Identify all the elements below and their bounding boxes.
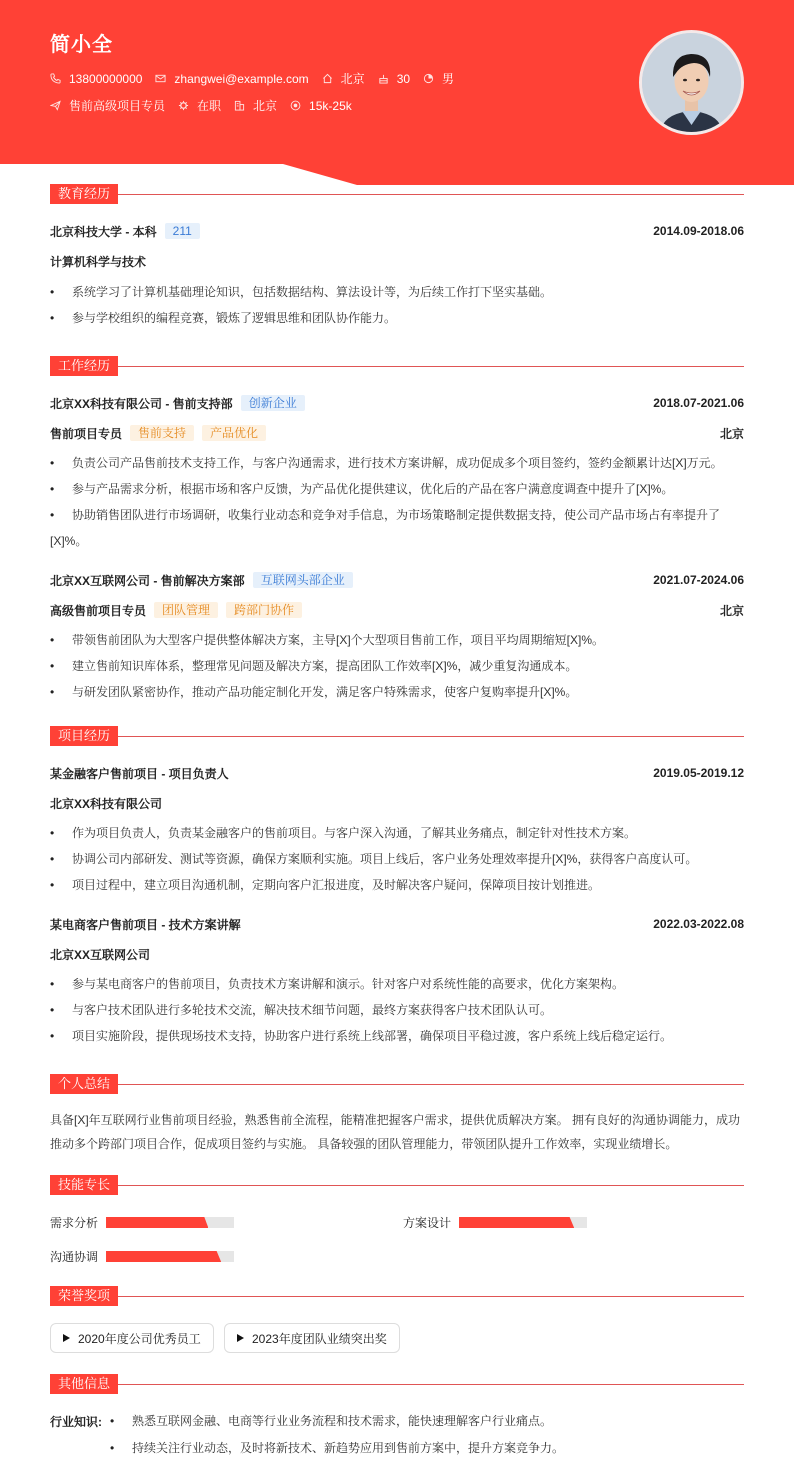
list-item: • 参与学校组织的编程竞赛，锻炼了逻辑思维和团队协作能力。 (50, 305, 744, 331)
education-section (50, 184, 744, 331)
section-title-label: 教育经历 (50, 184, 118, 204)
section-divider (118, 366, 744, 367)
award-item (224, 1323, 400, 1353)
triangle-right-icon (237, 1334, 244, 1342)
role-tag: 团队管理 (154, 602, 218, 618)
section-divider (118, 194, 744, 195)
project-header-row (50, 765, 744, 781)
status-icon (178, 100, 189, 111)
job-intent-row (50, 97, 365, 114)
email-item (155, 72, 308, 86)
email-text: zhangwei@example.com (174, 71, 309, 86)
skills-section (50, 1175, 744, 1195)
job-role: 高级售前项目专员 (50, 603, 147, 618)
skill-bar-fill (106, 1251, 221, 1262)
job-bullets (50, 627, 744, 705)
project-name: 某电商客户售前项目 - 技术方案讲解 (50, 917, 241, 932)
section-title (50, 726, 744, 746)
project-company: 北京XX科技有限公司 (50, 796, 163, 811)
list-item: • 持续关注行业动态，及时将新技术、新趋势应用到售前方案中，提升方案竞争力。 (110, 1435, 564, 1462)
major-row (50, 253, 744, 269)
job-header-row (50, 395, 744, 411)
education-date: 2014.09-2018.06 (653, 224, 744, 238)
project-date: 2022.03-2022.08 (653, 917, 744, 931)
list-item: • 协调公司内部研发、测试等资源，确保方案顺利实施。项目上线后，客户业务处理效率提升[X]%，获得客户高度认可。 (50, 846, 744, 872)
list-item: • 带领售前团队为大型客户提供整体解决方案，主导[X]个大型项目售前工作，项目平均周期缩短[X]%。 (50, 627, 744, 653)
skill-name: 需求分析 (50, 1216, 99, 1230)
job-role-row (50, 425, 744, 441)
section-title (50, 1374, 744, 1394)
skill-name: 方案设计 (403, 1216, 452, 1230)
project-date: 2019.05-2019.12 (653, 766, 744, 780)
skill-item (50, 1248, 234, 1265)
award-item (50, 1323, 214, 1353)
section-title (50, 1286, 744, 1306)
job-date: 2018.07-2021.06 (653, 396, 744, 410)
section-divider (118, 1296, 744, 1297)
industry-knowledge (50, 1410, 564, 1462)
section-divider (118, 1084, 744, 1085)
building-icon (234, 100, 245, 111)
gender-icon (423, 73, 434, 84)
salary-text: 15k-25k (309, 98, 352, 113)
salary-icon (290, 100, 301, 111)
section-title-label: 个人总结 (50, 1074, 118, 1094)
candidate-name: 简小全 (50, 34, 113, 56)
award-label: 2020年度公司优秀员工 (78, 1331, 201, 1346)
city-item (322, 70, 365, 87)
list-item: • 系统学习了计算机基础理论知识，包括数据结构、算法设计等，为后续工作打下坚实基础。 (50, 279, 744, 305)
work-city-text: 北京 (253, 99, 278, 113)
skill-bar (106, 1217, 234, 1228)
work-city-item (234, 97, 277, 114)
job-header-row (50, 572, 744, 588)
list-item: • 参与产品需求分析，根据市场和客户反馈，为产品优化提供建议，优化后的产品在客户满意度调查中提升了[X]%。 (50, 476, 744, 502)
company-name: 北京XX科技有限公司 - 售前支持部 (50, 396, 233, 411)
project-company-row (50, 795, 744, 811)
company-tag: 互联网头部企业 (253, 572, 353, 588)
position-text: 售前高级项目专员 (69, 99, 166, 113)
gender-text: 男 (442, 72, 455, 86)
list-item: • 参与某电商客户的售前项目，负责技术方案讲解和演示。针对客户对系统性能的高要求，优化方案架构。 (50, 971, 744, 997)
job-location: 北京 (719, 426, 744, 441)
education-bullets (50, 279, 744, 331)
skill-bar-fill (106, 1217, 208, 1228)
contact-row (50, 70, 467, 87)
salary-item (290, 99, 352, 113)
skill-bar (459, 1217, 587, 1228)
work-section (50, 356, 744, 705)
company-tag: 创新企业 (241, 395, 305, 411)
industry-knowledge-bullets (110, 1408, 564, 1462)
list-item: • 协助销售团队进行市场调研，收集行业动态和竞争对手信息，为市场策略制定提供数据支持，使公司产品市场占有率提升了[X]%。 (50, 502, 744, 554)
section-divider (118, 736, 744, 737)
list-item: • 作为项目负责人，负责某金融客户的售前项目。与客户深入沟通，了解其业务痛点，制定针对性技术方案。 (50, 820, 744, 846)
list-item: • 与客户技术团队进行多轮技术交流，解决技术细节问题，最终方案获得客户技术团队认可。 (50, 997, 744, 1023)
list-item: • 项目实施阶段，提供现场技术支持，协助客户进行系统上线部署，确保项目平稳过渡，客户系统上线后稳定运行。 (50, 1023, 744, 1049)
summary-section (50, 1074, 744, 1156)
home-icon (322, 73, 333, 84)
project-bullets (50, 820, 744, 898)
section-divider (118, 1384, 744, 1385)
list-item: • 建立售前知识库体系，整理常见问题及解决方案，提高团队工作效率[X]%，减少重复沟通成本。 (50, 653, 744, 679)
triangle-right-icon (63, 1334, 70, 1342)
list-item: • 项目过程中，建立项目沟通机制，定期向客户汇报进度，及时解决客户疑问，保障项目按计划推进。 (50, 872, 744, 898)
skill-bar (106, 1251, 234, 1262)
school-tag: 211 (165, 223, 200, 239)
section-title-label: 工作经历 (50, 356, 118, 376)
status-item (178, 97, 221, 114)
cake-icon (378, 73, 389, 84)
industry-knowledge-label: 行业知识: (50, 1415, 102, 1429)
project-name: 某金融客户售前项目 - 项目负责人 (50, 766, 229, 781)
role-tag: 售前支持 (130, 425, 194, 441)
school-degree: 北京科技大学 - 本科 (50, 224, 157, 239)
city-text: 北京 (340, 72, 365, 86)
resume-header (0, 0, 794, 185)
education-header-row (50, 223, 744, 239)
job-date: 2021.07-2024.06 (653, 573, 744, 587)
company-name: 北京XX互联网公司 - 售前解决方案部 (50, 573, 245, 588)
skill-item (50, 1214, 234, 1231)
status-text: 在职 (197, 99, 222, 113)
phone-icon (50, 73, 61, 84)
job-role-row (50, 602, 744, 618)
job-bullets (50, 450, 744, 554)
section-title-label: 荣誉奖项 (50, 1286, 118, 1306)
project-company: 北京XX互联网公司 (50, 947, 151, 962)
mail-icon (155, 73, 166, 84)
project-header-row (50, 916, 744, 932)
job-location: 北京 (719, 603, 744, 618)
avatar-photo (642, 33, 741, 132)
age-text: 30 (396, 71, 411, 86)
phone-text: 13800000000 (69, 71, 143, 86)
role-tag: 产品优化 (202, 425, 266, 441)
role-tag: 跨部门协作 (226, 602, 302, 618)
avatar (639, 30, 744, 135)
position-item (50, 97, 165, 114)
gender-item (423, 70, 454, 87)
section-title (50, 184, 744, 204)
section-title (50, 1175, 744, 1195)
skill-item (403, 1214, 587, 1231)
projects-section (50, 726, 744, 1049)
skill-bar-fill (459, 1217, 574, 1228)
section-title-label: 项目经历 (50, 726, 118, 746)
section-title (50, 356, 744, 376)
awards-section (50, 1286, 744, 1306)
list-item: • 熟悉互联网金融、电商等行业业务流程和技术需求，能快速理解客户行业痛点。 (110, 1408, 564, 1435)
phone-item (50, 72, 142, 86)
project-bullets (50, 971, 744, 1049)
summary-text: 具备[X]年互联网行业售前项目经验，熟悉售前全流程，能精准把握客户需求，提供优质解决方案。 拥有良好的沟通协调能力，成功推动多个跨部门项目合作，促成项目签约与实施。 具备较强的团队管理能力，带领团队提升工作效率，实现业绩增长。 (50, 1113, 741, 1151)
major: 计算机科学与技术 (50, 254, 147, 269)
job-role: 售前项目专员 (50, 426, 123, 441)
other-section (50, 1374, 744, 1394)
project-company-row (50, 946, 744, 962)
section-title-label: 其他信息 (50, 1374, 118, 1394)
section-divider (118, 1185, 744, 1186)
send-icon (50, 100, 61, 111)
skill-name: 沟通协调 (50, 1250, 99, 1264)
age-item (378, 72, 410, 86)
list-item: • 负责公司产品售前技术支持工作，与客户沟通需求，进行技术方案讲解，成功促成多个项目签约，签约金额累计达[X]万元。 (50, 450, 744, 476)
award-label: 2023年度团队业绩突出奖 (252, 1331, 387, 1346)
list-item: • 与研发团队紧密协作，推动产品功能定制化开发，满足客户特殊需求，使客户复购率提升[X]%。 (50, 679, 744, 705)
section-title (50, 1074, 744, 1094)
section-title-label: 技能专长 (50, 1175, 118, 1195)
